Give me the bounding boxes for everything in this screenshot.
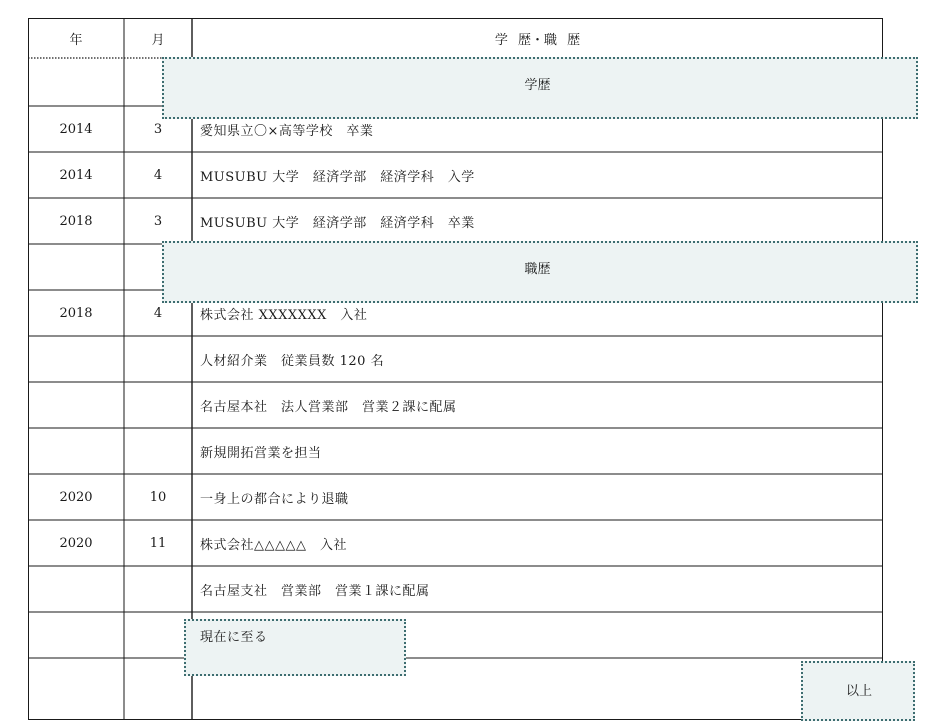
resume-history-table [28,18,883,720]
year-cell [28,60,124,106]
year-cell: 2020 [59,535,93,551]
year-cell [28,566,124,612]
section-label: 学歴 [524,77,551,93]
year-cell [28,612,124,658]
month-cell: 4 [153,167,163,183]
table-header [28,18,883,58]
history-text: 新規開拓営業を担当 [200,445,322,461]
year-cell [28,428,124,474]
month-cell [124,60,192,106]
table-row [28,152,883,198]
month-cell: 10 [149,489,167,505]
year-cell [28,658,124,720]
table-row [28,198,883,244]
history-text: 一身上の都合により退職 [200,491,349,507]
month-cell [124,244,192,290]
table-row [28,658,883,720]
year-cell: 2018 [59,213,93,229]
header-month: 月 [151,32,165,48]
month-cell: 3 [153,213,163,229]
table-row [28,336,883,382]
history-text: 現在に至る [200,629,268,645]
table-row [28,474,883,520]
history-text: 愛知県立〇×高等学校 卒業 [200,123,374,139]
year-cell: 2014 [59,121,93,137]
year-cell: 2020 [59,489,93,505]
history-text: MUSUBU 大学 経済学部 経済学科 入学 [200,169,475,185]
month-cell [124,612,192,658]
end-marker-text: 以上 [845,683,872,699]
section-row-work [28,244,883,290]
year-cell: 2014 [59,167,93,183]
history-text: 株式会社△△△△△ 入社 [200,537,347,553]
year-cell [28,244,124,290]
month-cell [124,566,192,612]
month-cell [124,658,192,720]
table-row [28,612,883,658]
table-row [28,382,883,428]
year-cell [28,336,124,382]
month-cell: 3 [153,121,163,137]
table-row [28,428,883,474]
section-label: 職歴 [524,261,551,277]
month-cell: 4 [153,305,163,321]
history-text: MUSUBU 大学 経済学部 経済学科 卒業 [200,215,475,231]
table-row [28,520,883,566]
history-text: 名古屋支社 営業部 営業１課に配属 [200,583,430,599]
year-cell [28,382,124,428]
month-cell [124,336,192,382]
history-text: 株式会社 XXXXXXX 入社 [200,307,368,323]
header-year: 年 [69,32,83,48]
header-title: 学 歴・職 歴 [494,32,581,48]
month-cell [124,428,192,474]
section-row-education [28,60,883,106]
month-cell: 11 [149,535,167,551]
table-row [28,566,883,612]
table-row [28,106,883,152]
history-text: 名古屋本社 法人営業部 営業２課に配属 [200,399,457,415]
history-text: 人材紹介業 従業員数 120 名 [200,353,385,369]
month-cell [124,382,192,428]
year-cell: 2018 [59,305,93,321]
table-row [28,290,883,336]
